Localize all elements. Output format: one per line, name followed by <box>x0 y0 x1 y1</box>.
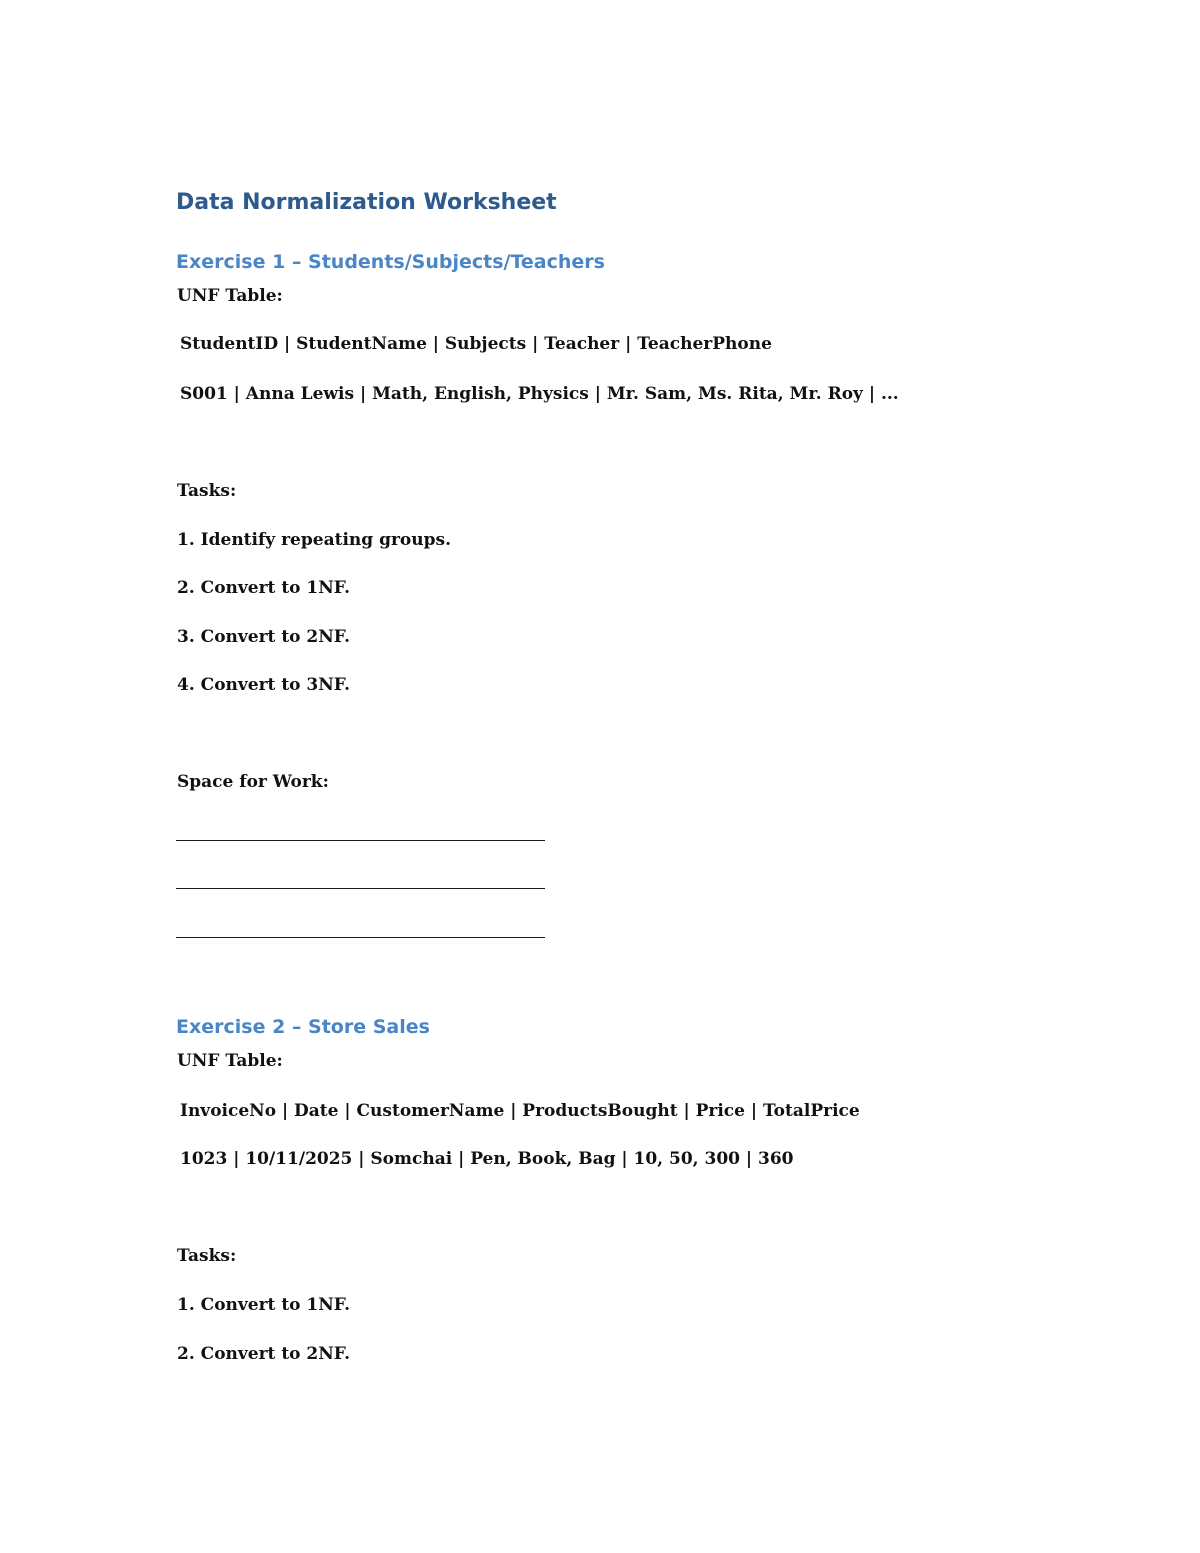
exercise-1-table-header: StudentID | StudentName | Subjects | Teacher | TeacherPhone <box>180 334 772 354</box>
exercise-1-heading: Exercise 1 – Students/Subjects/Teachers <box>176 251 605 273</box>
work-answer-line <box>176 840 545 841</box>
exercise-2-task-item: 2. Convert to 2NF. <box>177 1344 351 1364</box>
exercise-1-table-row: S001 | Anna Lewis | Math, English, Physics | Mr. Sam, Ms. Rita, Mr. Roy | ... <box>180 384 899 404</box>
exercise-2-table-row: 1023 | 10/11/2025 | Somchai | Pen, Book, Bag | 10, 50, 300 | 360 <box>180 1149 794 1169</box>
exercise-1-unf-label: UNF Table: <box>177 286 283 306</box>
exercise-1-task-item: 2. Convert to 1NF. <box>177 578 351 598</box>
document-title: Data Normalization Worksheet <box>176 190 557 215</box>
exercise-1-work-label: Space for Work: <box>177 772 329 792</box>
exercise-1-tasks-label: Tasks: <box>177 481 237 501</box>
exercise-1-task-item: 3. Convert to 2NF. <box>177 627 351 647</box>
exercise-2-tasks-label: Tasks: <box>177 1246 237 1266</box>
exercise-1-task-item: 4. Convert to 3NF. <box>177 675 351 695</box>
work-answer-line <box>176 888 545 889</box>
exercise-1-task-item: 1. Identify repeating groups. <box>177 530 451 550</box>
exercise-2-table-header: InvoiceNo | Date | CustomerName | ProductsBought | Price | TotalPrice <box>180 1101 860 1121</box>
exercise-2-task-item: 1. Convert to 1NF. <box>177 1295 351 1315</box>
exercise-2-unf-label: UNF Table: <box>177 1051 283 1071</box>
exercise-2-heading: Exercise 2 – Store Sales <box>176 1016 430 1038</box>
work-answer-line <box>176 937 545 938</box>
